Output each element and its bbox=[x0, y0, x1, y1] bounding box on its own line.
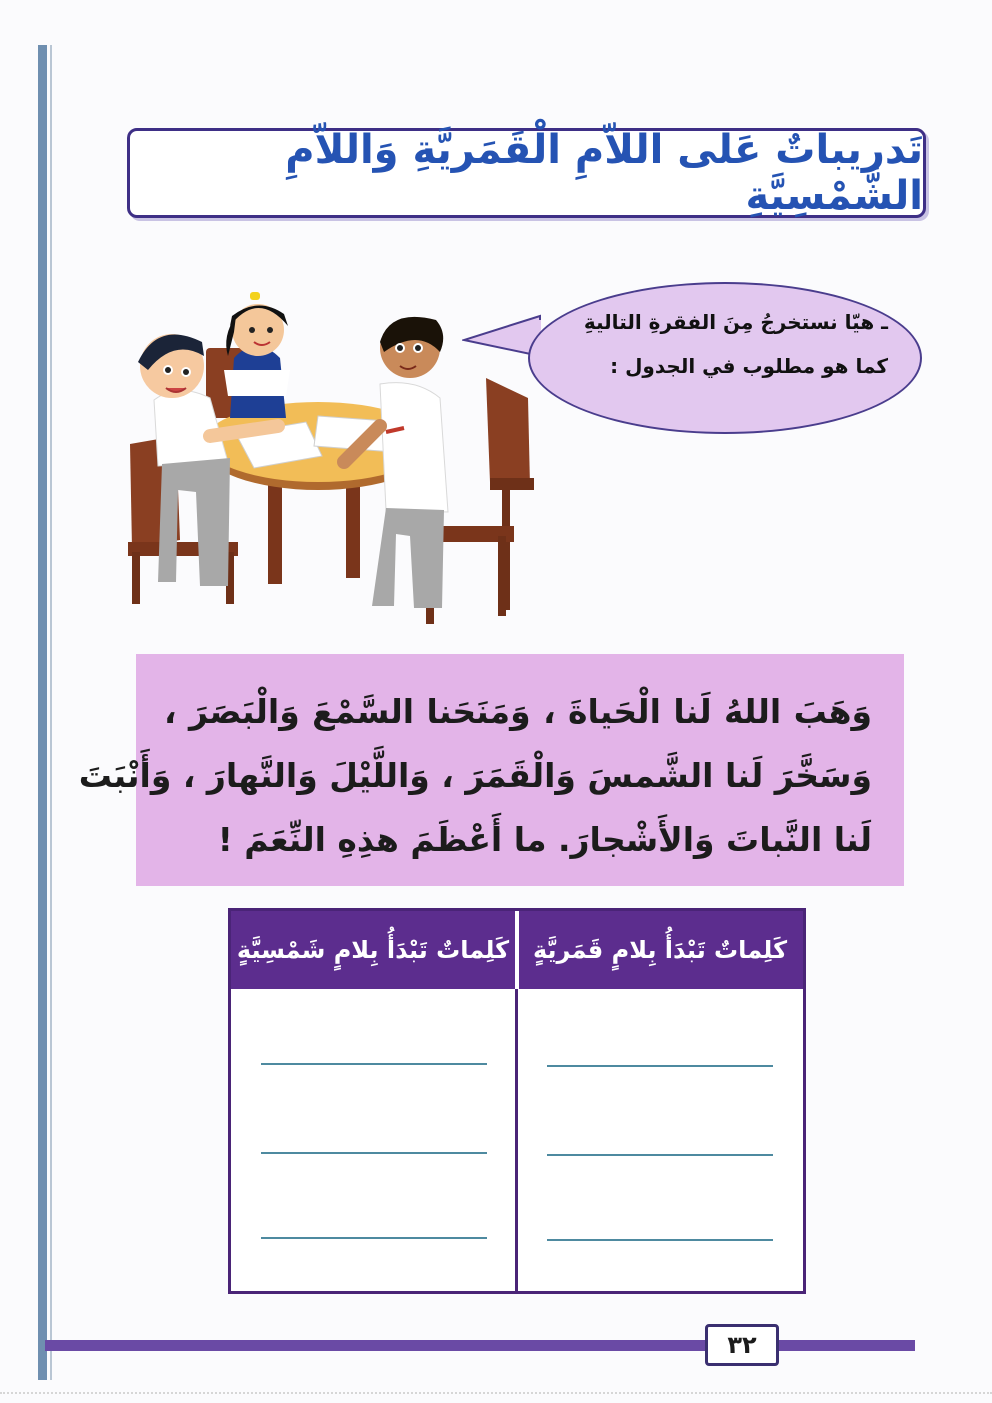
page-number: ٣٢ bbox=[705, 1324, 779, 1366]
title-box bbox=[127, 128, 926, 218]
page-binding-edge bbox=[38, 45, 47, 1380]
passage-line-3: لَنا النَّباتَ وَالأَشْجارَ. ما أَعْظَمَ هذِهِ النِّعَمَ ! bbox=[217, 820, 872, 859]
passage-line-2: وَسَخَّرَ لَنا الشَّمسَ وَالْقَمَرَ ، وَاللَّيْلَ وَالنَّهارَ ، وَأَنْبَتَ bbox=[78, 756, 872, 795]
answer-table bbox=[228, 908, 806, 1294]
speech-bubble-text bbox=[560, 300, 888, 388]
answer-line-shamsi-2[interactable] bbox=[261, 1152, 487, 1154]
answer-line-qamari-3[interactable] bbox=[547, 1239, 773, 1241]
children-at-table-illustration bbox=[118, 286, 558, 626]
answer-line-qamari-1[interactable] bbox=[547, 1065, 773, 1067]
header-qamari: كَلِماتٌ تَبْدَأُ بِلامٍ قَمَريَّةٍ bbox=[532, 936, 788, 964]
speech-bubble-line-2: كما هو مطلوب في الجدول : bbox=[610, 354, 888, 378]
header-shamsi: كَلِماتٌ تَبْدَأُ بِلامٍ شَمْسِيَّةٍ bbox=[236, 936, 510, 964]
page-binding-shadow bbox=[50, 45, 52, 1380]
page-title: تَدريباتٌ عَلى اللاّمِ الْقَمَريَّةِ وَاللاّمِ الشَّمْسِيَّةِ bbox=[285, 127, 923, 219]
bottom-dotted-edge bbox=[0, 1392, 992, 1394]
speech-bubble-line-1: ـ هيّا نستخرجُ مِنَ الفقرةِ التاليةِ bbox=[583, 310, 888, 334]
answer-line-shamsi-3[interactable] bbox=[261, 1237, 487, 1239]
passage-box bbox=[78, 654, 904, 886]
footer-bar bbox=[45, 1340, 915, 1351]
passage-line-1: وَهَبَ اللهُ لَنا الْحَياةَ ، وَمَنَحَنا السَّمْعَ وَالْبَصَرَ ، bbox=[164, 692, 872, 731]
column-divider bbox=[515, 989, 518, 1291]
answer-line-qamari-2[interactable] bbox=[547, 1154, 773, 1156]
answer-line-shamsi-1[interactable] bbox=[261, 1063, 487, 1065]
